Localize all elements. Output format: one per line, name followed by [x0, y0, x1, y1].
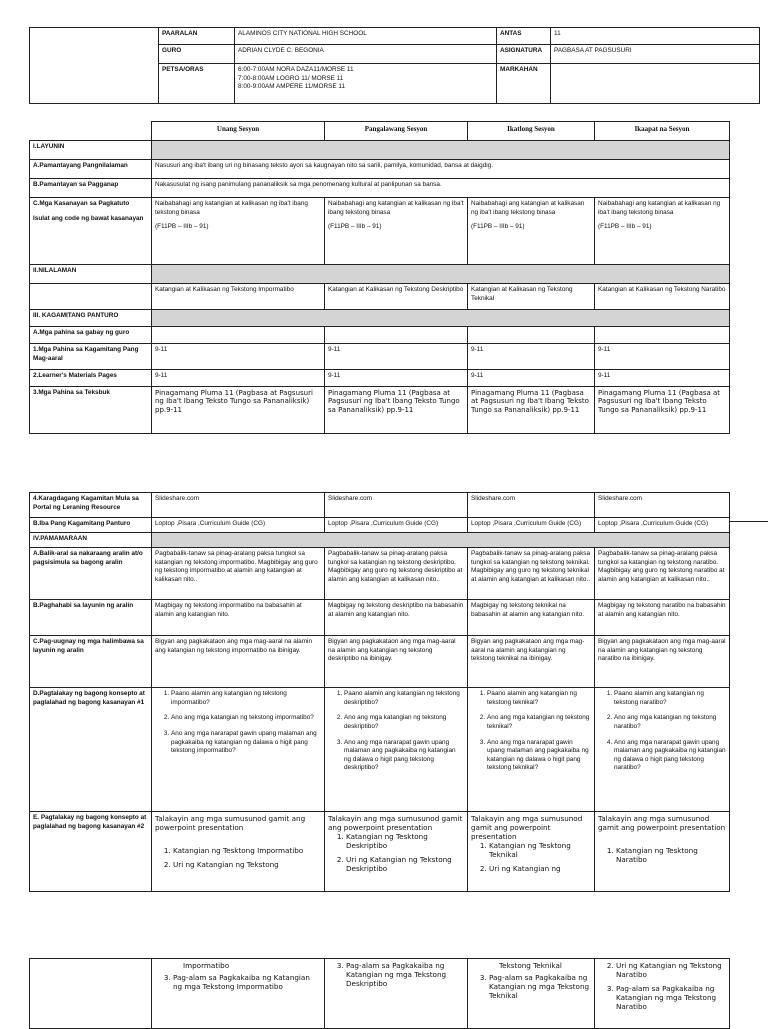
pagtalakay2-cell — [325, 812, 468, 892]
nilalaman-gray — [152, 265, 730, 284]
petsa-line: 6:00-7:00AM NORA DAZA11/MORSE 11 — [238, 66, 354, 73]
kasanayan-title: C.Mga Kasanayan sa Pagkatuto — [33, 200, 130, 207]
kasanayan-cell — [152, 198, 325, 265]
kagamitan-title: III. KAGAMITANG PANTURO — [30, 310, 152, 327]
paghahabi-value: Magbigay ng tekstong impormatibo na babasahin at alamin ang katangian nito. — [152, 600, 325, 636]
teksbuk-label: 3.Mga Pahina sa Teksbuk — [30, 387, 152, 434]
kasanayan-text: Naibabahagi ang katangian at kalikasan ng iba't ibang tekstong binasa — [598, 200, 721, 216]
pagtalakay1-cell — [595, 688, 730, 812]
continued-text: Impormatibo — [183, 961, 230, 970]
pahina-value: 9-11 — [325, 344, 468, 370]
pag-uugnay-value: Bigyan ang pagkakataon ang mga mag-aaral na alamin ang katangian ng tekstong teknikal na ibinigay. — [468, 636, 595, 688]
topic-item: 1. Katangian ng Tesktong Teknikal — [489, 841, 591, 859]
question-item: 1. Paano alamin ang katangian ng tekstong impormatibo? — [171, 690, 321, 707]
iba-value: Loptop ,Pisara ,Curriculum Guide (CG) — [468, 518, 595, 533]
paaralan-label: PAARALAN — [159, 28, 235, 45]
topic-item: 2. Uri ng Katangian ng Tekstong Naratibo — [616, 961, 726, 979]
nilalaman-blank — [30, 284, 152, 310]
pag-uugnay-label: C.Pag-uugnay ng mga halimbawa sa layunin ng aralin — [30, 636, 152, 688]
paaralan-value: ALAMINOS CITY NATIONAL HIGH SCHOOL — [235, 28, 497, 45]
markahan-label: MARKAHAN — [497, 64, 551, 104]
topic-list — [598, 846, 726, 864]
continued-cell — [595, 959, 730, 1029]
layunin-title: I.LAYUNIN — [30, 141, 152, 160]
pagganap-value: Nakasusulat ng isang panimulang pananaliksik sa mga penomenang kultural at panlipunan sa bansa. — [152, 179, 730, 198]
topic-list — [598, 961, 726, 1011]
portal-value: Slideshare.com — [325, 493, 468, 518]
table-edge-line — [729, 521, 768, 522]
paghahabi-value: Magbigay ng tekstong deskriptibo na babasahin at alamin ang katangian nito. — [325, 600, 468, 636]
pagtalakay2-intro: Talakayin ang mga sumusunod gamit ang powerpoint presentation — [598, 814, 726, 832]
lm-value: 9-11 — [152, 370, 325, 387]
topic-item: 1. Katangian ng Tesktong Deskriptibo — [346, 832, 464, 850]
iba-value: Loptop ,Pisara ,Curriculum Guide (CG) — [152, 518, 325, 533]
question-list — [471, 690, 591, 773]
antas-value: 11 — [551, 28, 760, 45]
guro-value: ADRIAN CLYDE C. BEGONIA — [235, 45, 497, 64]
balik-value: Pagbabalik-tanaw sa pinag-aralang paksa tungkol sa katangian ng tekstong impormatibo. Magbibigay ang guro ng tekstong impormatibo at alamin ang katangian at kalikasan nito.. — [152, 548, 325, 600]
pagtalakay2-intro: Talakayin ang mga sumusunod gamit ang powerpoint presentation — [328, 814, 463, 832]
pagtalakay2-intro: Talakayin ang mga sumusunod gamit ang powerpoint presentation — [155, 814, 306, 832]
layunin-gray — [152, 141, 730, 160]
portal-value: Slideshare.com — [595, 493, 730, 518]
lm-label: 2.Learner's Materials Pages — [30, 370, 152, 387]
teksbuk-value: Pinagamang Pluma 11 (Pagbasa at Pagsusuri ng Iba't Ibang Teksto Tungo sa Pananaliksik) pp.9-11 — [595, 387, 730, 434]
session-header: Pangalawang Sesyon — [325, 122, 468, 141]
lm-value: 9-11 — [595, 370, 730, 387]
pag-uugnay-value: Bigyan ang pagkakataon ang mga mag-aaral na alamin ang katangian ng tekstong naratibo na ibinigay. — [595, 636, 730, 688]
petsa-line: 8:00-9:00AM AMPERE 11/MORSE 11 — [238, 83, 346, 91]
kasanayan-text: Naibabahagi ang katangian at kalikasan ng iba't ibang tekstong binasa — [471, 200, 585, 216]
session-header: Unang Sesyon — [152, 122, 325, 141]
topic-item: 2. Uri ng Katangian ng — [489, 864, 591, 873]
kasanayan-text: Naibabahagi ang katangian at kalikasan ng iba't ibang tekstong binasa — [155, 200, 308, 216]
topic-list — [328, 832, 464, 873]
question-list — [598, 690, 726, 773]
continued-label-cell — [30, 959, 152, 1029]
kagamitan-gray — [152, 310, 730, 327]
kasanayan-code: (F11PB – IIIb – 91) — [598, 223, 652, 231]
lesson-table-page2 — [29, 492, 730, 892]
topic-item: 3. Pag-alam sa Pagkakaiba ng Katangian ng mga Tekstong Impormatibo — [173, 973, 321, 991]
pamantayang-label: A.Pamantayang Pangnilalaman — [30, 160, 152, 179]
pagtalakay2-cell — [595, 812, 730, 892]
kasanayan-text: Naibabahagi ang katangian at kalikasan ng iba't ibang tekstong binasa — [328, 200, 464, 216]
lm-value: 9-11 — [325, 370, 468, 387]
balik-label: A.Balik-aral sa nakaraang aralin at/o pagsisimula sa bagong aralin — [30, 548, 152, 600]
pagganap-label: B.Pamantayan sa Pagganap — [30, 179, 152, 198]
pahina-value: 9-11 — [152, 344, 325, 370]
pamantayang-value: Nasusuri ang iba't ibang uri ng binasang teksto ayon sa kaugnayan nito sa sarili, pamilya, komunidad, bansa at daigdig. — [152, 160, 730, 179]
asignatura-value: PAGBASA AT PAGSUSURI — [551, 45, 760, 64]
question-item: 2. Ano ang mga katangian ng tekstong naratibo? — [614, 714, 726, 731]
pagtalakay1-cell — [325, 688, 468, 812]
kasanayan-code: (F11PB – IIIb – 91) — [471, 223, 525, 231]
topic-item: 1. Katangian ng Tesktong Impormatibo — [173, 846, 321, 855]
header-empty — [30, 122, 152, 141]
question-item: 2. Ano ang mga katangian ng tekstong impormatibo? — [171, 714, 321, 723]
continued-text: Tekstong Teknikal — [499, 961, 562, 970]
pahina-value: 9-11 — [595, 344, 730, 370]
pagtalakay2-intro: Talakayin ang mga sumusunod gamit ang powerpoint presentation — [471, 814, 583, 841]
continued-cell — [152, 959, 325, 1029]
gabay-cell — [152, 327, 325, 344]
topic-item: 3. Pag-alam sa Pagkakaiba ng Katangian ng mga Tekstong Teknikal — [489, 973, 591, 1000]
balik-value: Pagbabalik-tanaw sa pinag-aralang paksa tungkol sa katangian ng tekstong teknikal. Magbibigay ang guro ng tekstong teknikal at alamin ang katangian at kalikasan nito.. — [468, 548, 595, 600]
pagtalakay2-cell — [468, 812, 595, 892]
lesson-table-page3 — [29, 958, 730, 1029]
topic-list — [155, 846, 321, 869]
topic-item: 3. Pag-alam sa Pagkakaiba ng Katangian ng mga Tekstong Naratibo — [616, 984, 726, 1011]
kasanayan-cell — [595, 198, 730, 265]
pahina-value: 9-11 — [468, 344, 595, 370]
question-list — [155, 690, 321, 756]
question-item: 2. Ano ang mga katangian ng tekstong deskriptibo? — [344, 714, 464, 731]
petsa-line: 7:00-8:00AM LOGRO 11/ MORSE 11 — [238, 74, 344, 82]
markahan-value — [551, 64, 760, 104]
pamamaraan-gray — [152, 533, 730, 548]
question-item: 1. Paano alamin ang katangian ng tekstong naratibo? — [614, 690, 726, 707]
question-item: 1. Paano alamin ang katangian ng tekstong deskriptibo? — [344, 690, 464, 707]
kasanayan-code: (F11PB – IIIb – 91) — [328, 223, 382, 231]
gabay-cell — [595, 327, 730, 344]
nilalaman-title: II.NILALAMAN — [30, 265, 152, 284]
session-header: Ikaapat na Sesyon — [595, 122, 730, 141]
iba-label: B.Iba Pang Kagamitang Panturo — [30, 518, 152, 533]
kasanayan-cell — [325, 198, 468, 265]
paghahabi-value: Magbigay ng tekstong teknikal na babasahin at alamin ang katangian nito. — [468, 600, 595, 636]
nilalaman-value: Katangian at Kalikasan ng Tekstong Deskriptibo — [325, 284, 468, 310]
pagtalakay1-label: D.Pagtalakay ng bagong konsepto at paglalahad ng bagong kasanayan #1 — [30, 688, 152, 812]
question-item: 1. Paano alamin ang katangian ng tekstong teknikal? — [487, 690, 591, 707]
nilalaman-value: Katangian at Kalikasan ng Tekstong Teknikal — [468, 284, 595, 310]
pagtalakay1-cell — [152, 688, 325, 812]
topic-list — [471, 973, 591, 1000]
question-list — [328, 690, 464, 773]
topic-list — [328, 961, 464, 988]
pahina-label: 1.Mga Pahina sa Kagamitang Pang Mag-aaral — [30, 344, 152, 370]
topic-item: 2. Uri ng Katangian ng Tekstong Deskriptibo — [346, 855, 464, 873]
question-item: 3. Ano ang mga nararapat gawin upang malaman ang pagkakaiba ng katangian ng dalawa o higit pang tekstong impormatibo? — [171, 730, 321, 756]
gabay-cell — [468, 327, 595, 344]
pag-uugnay-value: Bigyan ang pagkakataon ang mga mag-aaral na alamin ang katangian ng tekstong impormatibo na ibinigay. — [152, 636, 325, 688]
question-item: 3. Ano ang mga nararapat gawin upang malaman ang pagkakaiba ng katangian ng dalawa o higit pang tekstong deskriptibo? — [344, 739, 464, 774]
pamamaraan-title: IV.PAMAMARAAN — [30, 533, 152, 548]
petsa-value — [235, 64, 497, 104]
pag-uugnay-value: Bigyan ang pagkakataon ang mga mag-aaral na alamin ang katangian ng tekstong deskriptibo na ibinigay. — [325, 636, 468, 688]
iba-value: Loptop ,Pisara ,Curriculum Guide (CG) — [325, 518, 468, 533]
topic-item: 2. Uri ng Katangian ng Tekstong — [173, 860, 321, 869]
kasanayan-label — [30, 198, 152, 265]
question-item: 4. Ano ang mga nararapat gawin upang malaman ang pagkakaiba ng katangian ng dalawa o higit pang tekstong naratibo? — [614, 739, 726, 774]
antas-label: ANTAS — [497, 28, 551, 45]
petsa-label: PETSA/ORAS — [159, 64, 235, 104]
topic-item: 3. Pag-alam sa Pagkakaiba ng Katangian ng mga Tekstong Deskriptibo — [346, 961, 464, 988]
balik-value: Pagbabalik-tanaw sa pinag-aralang paksa tungkol sa katangian ng tekstong deskriptibo. Magbibigay ang guro ng tekstong deskriptibo at alamin ang katangian at kalikasan nito.. — [325, 548, 468, 600]
gabay-cell — [325, 327, 468, 344]
topic-list — [155, 973, 321, 991]
nilalaman-value: Katangian at Kalikasan ng Tekstong Naratibo — [595, 284, 730, 310]
question-item: 3. Ano ang mga nararapat gawin upang malaman ang pagkakaiba ng katangian ng dalawa o higit pang tekstong teknikal? — [487, 739, 591, 774]
portal-label: 4.Karagdagang Kagamitan Mula sa Portal ng Leraning Resource — [30, 493, 152, 518]
teksbuk-value: Pinagamang Pluma 11 (Pagbasa at Pagsusuri ng Iba't Ibang Teksto Tungo sa Pananaliksik) pp.9-11 — [152, 387, 325, 434]
asignatura-label: ASIGNATURA — [497, 45, 551, 64]
topic-list — [471, 841, 591, 873]
pagtalakay2-cell — [152, 812, 325, 892]
header-blank-cell — [30, 28, 159, 104]
portal-value: Slideshare.com — [468, 493, 595, 518]
guro-label: GURO — [159, 45, 235, 64]
pagtalakay1-cell — [468, 688, 595, 812]
gabay-label: A.Mga pahina sa gabay ng guro — [30, 327, 152, 344]
teksbuk-value: Pinagamang Pluma 11 (Pagbasa at Pagsusuri ng Iba't Ibang Teksto Tungo sa Pananaliksik) pp.9-11 — [325, 387, 468, 434]
balik-value: Pagbabalik-tanaw sa pinag-aralang paksa tungkol sa katangian ng tekstong naratibo. Magbibigay ang guro ng tekstong naratibo at alamin ang katangian at kalikasan nito.. — [595, 548, 730, 600]
lesson-table-page1 — [29, 121, 730, 434]
kasanayan-sub: Isulat ang code ng bawat kasanayan — [33, 214, 144, 222]
paghahabi-value: Magbigay ng tekstong naratibo na babasahin at alamin ang katangian nito. — [595, 600, 730, 636]
paghahabi-label: B.Paghahabi sa layunin ng aralin — [30, 600, 152, 636]
pagtalakay2-label: E. Pagtalakay ng bagong konsepto at paglalahad ng bagong kasanayan #2 — [30, 812, 152, 892]
kasanayan-code: (F11PB – IIIb – 91) — [155, 223, 209, 231]
portal-value: Slideshare.com — [152, 493, 325, 518]
iba-value: Loptop ,Pisara ,Curriculum Guide (CG) — [595, 518, 730, 533]
session-header: Ikatlong Sesyon — [468, 122, 595, 141]
continued-cell — [325, 959, 468, 1029]
kasanayan-cell — [468, 198, 595, 265]
nilalaman-value: Katangian at Kalikasan ng Tekstong Impormatibo — [152, 284, 325, 310]
continued-cell — [468, 959, 595, 1029]
lm-value: 9-11 — [468, 370, 595, 387]
header-table — [29, 27, 760, 104]
topic-item: 1. Katangian ng Tesktong Naratibo — [616, 846, 726, 864]
teksbuk-value: Pinagamang Pluma 11 (Pagbasa at Pagsusuri ng Iba't Ibang Teksto Tungo sa Pananaliksik) pp.9-11 — [468, 387, 595, 434]
question-item: 2. Ano ang mga katangian ng tekstong teknikal? — [487, 714, 591, 731]
